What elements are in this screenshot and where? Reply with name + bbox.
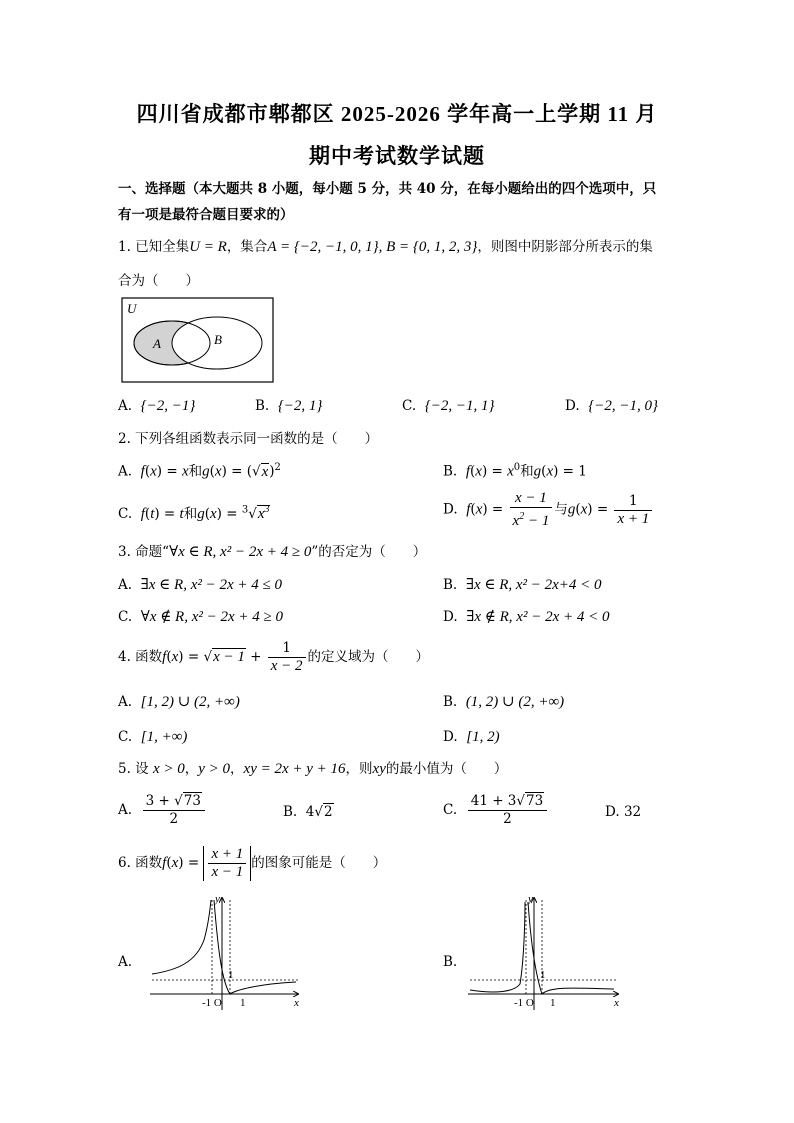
q2-stem: 2. 下列各组函数表示同一函数的是（ ） — [118, 431, 379, 447]
q1-set-a: A = {−2, −1, 0, 1} — [267, 239, 379, 255]
q3-option-a: A. ∃x ∈ R, x² − 2x + 4 ≤ 0 — [118, 577, 282, 593]
venn-label-a: A — [153, 336, 161, 351]
q4-option-d: D. [1, 2) — [443, 729, 500, 745]
q1-option-b: B. {−2, 1} — [255, 398, 323, 414]
q4-option-a: A. [1, 2) ∪ (2, +∞) — [118, 694, 240, 710]
section-heading: 一、选择题（本大题共 8 小题，每小题 5 分，共 40 分，在每小题给出的四个选项中，只 — [118, 181, 657, 197]
svg-text:y: y — [215, 893, 220, 905]
venn-diagram — [120, 296, 276, 384]
venn-label-u: U — [127, 301, 137, 316]
q5-stem: 5. 设 x > 0，y > 0，xy = 2x + y + 16，则xy的最小值为（ ） — [118, 761, 508, 777]
exam-title-line2: 期中考试数学试题 — [309, 144, 485, 168]
svg-text:1: 1 — [550, 997, 556, 1009]
q4-option-c: C. [1, +∞) — [118, 729, 188, 745]
svg-text:x: x — [294, 997, 299, 1009]
q2-option-d: D. f(x) = $\frac{x - 1}{x^2 - 1}$ 与g(x) = $\frac{1}{x + 1}$ — [443, 490, 654, 530]
q1-stem-cont: 合为（ ） — [118, 273, 199, 289]
svg-text:x: x — [614, 997, 619, 1009]
q2-option-c: C. f(t) = t和$g(x) = ^3√x^3$ — [118, 504, 270, 522]
q6-graph-a — [148, 890, 306, 1012]
q5-option-b: B. 4√2 — [283, 804, 333, 820]
venn-label-b: B — [214, 332, 222, 347]
q3-option-d: D. ∃x ∉ R, x² − 2x + 4 < 0 — [443, 609, 610, 625]
q1-option-a: A. {−2, −1} — [118, 398, 196, 414]
svg-text:1: 1 — [540, 969, 546, 981]
q5-option-c: C. $\frac{41 + 3√73}{2}$ — [443, 793, 549, 828]
q1-set-b: , B = {0, 1, 2, 3} — [378, 239, 478, 255]
svg-text:1: 1 — [228, 969, 234, 981]
q3-stem: 3. 命题“∀x ∈ R, x² − 2x + 4 ≥ 0”的否定为（ ） — [118, 544, 427, 560]
q2-option-b: B. $f(x) = x^0$和g(x) = 1 — [443, 462, 587, 480]
svg-text:1: 1 — [240, 997, 246, 1009]
q1-option-d: D. {−2, −1, 0} — [565, 398, 658, 414]
q1-stem: 1. 已知全集U = R，集合A = {−2, −1, 0, 1}, B = {0, 1, 2, 3}，则图中阴影部分所表示的集 — [118, 239, 653, 255]
svg-text:y: y — [528, 893, 533, 905]
q1-option-c: C. {−2, −1, 1} — [402, 398, 495, 414]
q4-option-b: B. (1, 2) ∪ (2, +∞) — [443, 694, 565, 710]
q6-graph-b — [466, 890, 626, 1012]
q3-option-b: B. ∃x ∈ R, x² − 2x+4 < 0 — [443, 577, 602, 593]
q2-option-a: A. f(x) = x和$g(x) = (√x)^2$ — [118, 462, 281, 480]
q6-option-a-label: A. — [118, 954, 133, 970]
q6-option-b-label: B. — [443, 954, 458, 970]
svg-text:-1 O: -1 O — [202, 997, 222, 1009]
q5-option-d: D. 32 — [605, 804, 642, 820]
svg-text:-1 O: -1 O — [514, 997, 534, 1009]
exam-title-line1: 四川省成都市郫都区 2025-2026 学年高一上学期 11 月 — [136, 102, 658, 126]
q6-stem: 6. 函数f(x) = $\frac{x + 1}{x - 1}$ 的图象可能是（ ） — [118, 846, 387, 880]
q1-universal-set: U = R — [189, 239, 227, 255]
q5-option-a: A. $\frac{3 + √73}{2}$ — [118, 793, 207, 828]
section-heading-cont: 有一项是最符合题目要求的） — [118, 207, 294, 223]
q4-stem: 4. 函数f(x) = √x − 1 + $\frac{1}{x - 2}$ 的定义域为（ ） — [118, 640, 430, 674]
q3-option-c: C. ∀x ∉ R, x² − 2x + 4 ≥ 0 — [118, 609, 283, 625]
